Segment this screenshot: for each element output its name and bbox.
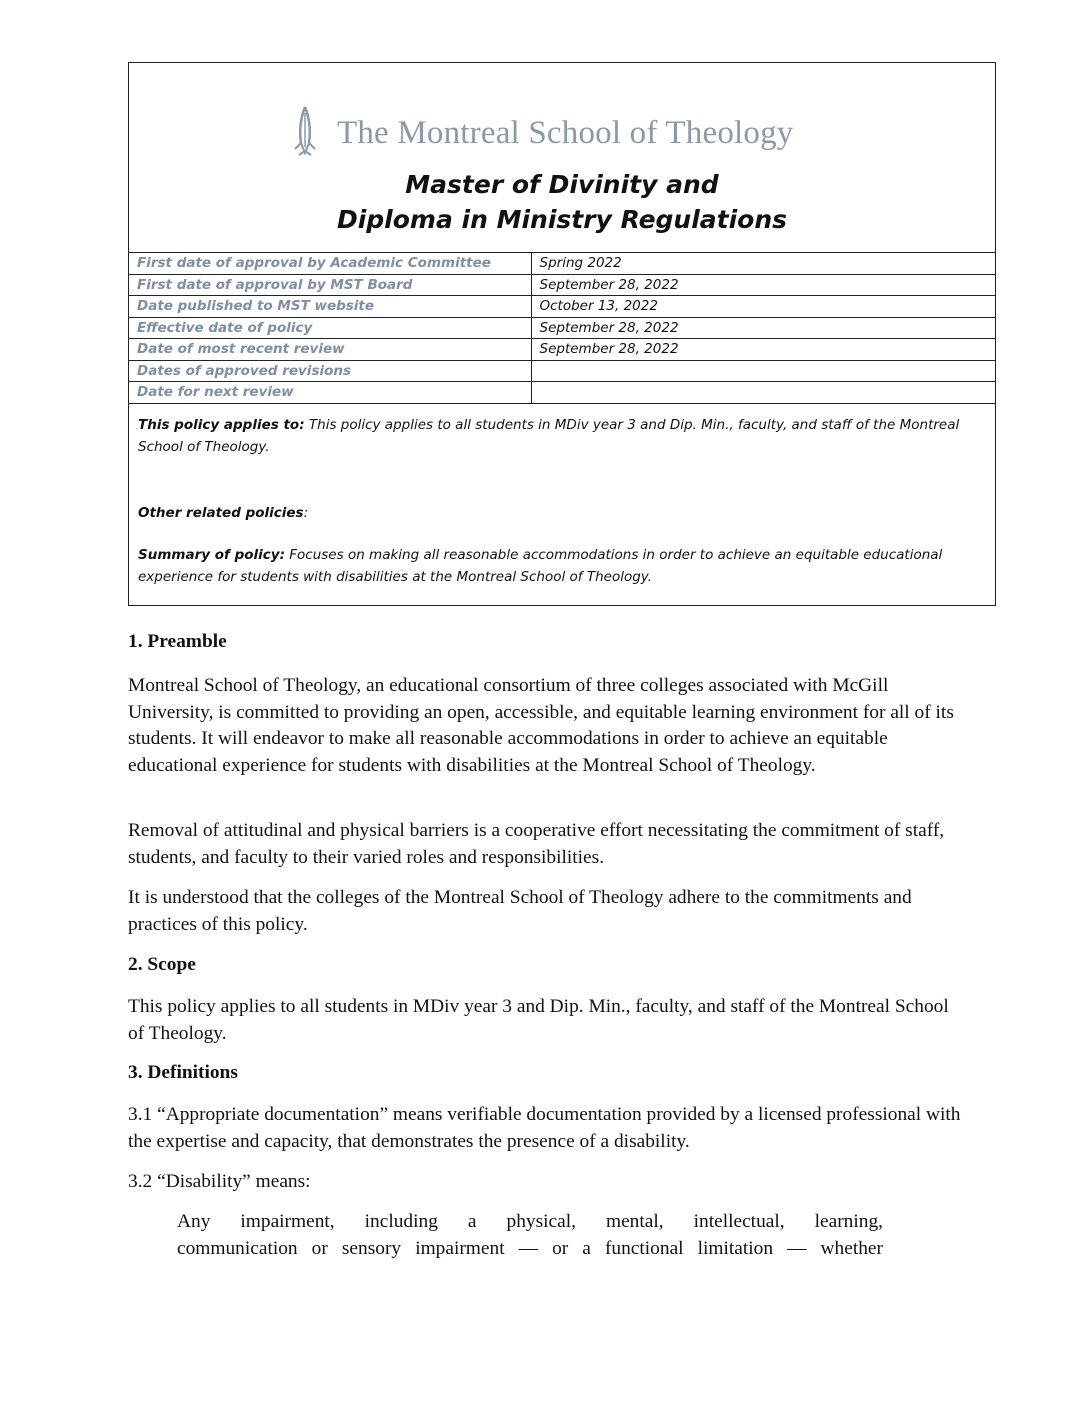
meta-label: First date of approval by MST Board [129,274,531,296]
section-heading-definitions: 3. Definitions [128,1062,238,1083]
meta-value [531,382,995,404]
table-row [129,360,995,382]
logo-text: The Montreal School of Theology [337,114,794,151]
section-heading-preamble: 1. Preamble [128,631,227,652]
policy-summary-block [138,414,983,588]
meta-value: September 28, 2022 [531,317,995,339]
meta-value: Spring 2022 [531,253,995,275]
applies-text: This policy applies to all students in MDiv year 3 and Dip. Min., faculty, and staff of the Montreal School of Theology. [138,417,960,455]
table-row [129,382,995,404]
preamble-paragraph-3 [128,885,968,938]
other-policies-suffix: : [303,505,309,521]
definition-3-2 [128,1169,968,1196]
title-line-1: Master of Divinity and [405,170,719,199]
paragraph-text: This policy applies to all students in MDiv year 3 and Dip. Min., faculty, and staff of the Montreal School of Theology. [128,996,949,1044]
policy-metadata-table [129,252,995,404]
table-row [129,296,995,318]
title-line-2: Diploma in Ministry Regulations [336,205,788,234]
table-row [129,317,995,339]
meta-label: Effective date of policy [129,317,531,339]
summary-paragraph [138,544,983,588]
document-title [129,167,995,237]
logo [287,103,794,163]
paragraph-text: Montreal School of Theology, an educational consortium of three colleges associated with McGill University, is committed to providing an open, accessible, and equitable learning environment for all of its students. It will endeavor to make all reasonable accommodations in order to achieve an equitable educational experience for students with disabilities at the Montreal School of Theology. [128,675,954,776]
other-policies-label: Other related policies [138,505,304,521]
table-row [129,339,995,361]
meta-label: Date published to MST website [129,296,531,318]
summary-label: Summary of policy: [138,547,285,563]
definition-3-2-line-1: Any impairment, including a physical, mental, intellectual, learning, [177,1211,883,1232]
paragraph-text: Removal of attitudinal and physical barriers is a cooperative effort necessitating the commitment of staff, students, and faculty to their varied roles and responsibilities. [128,820,945,868]
policy-header-box [128,62,996,606]
meta-value: September 28, 2022 [531,274,995,296]
meta-value [531,360,995,382]
preamble-paragraph-2 [128,818,968,871]
applies-label: This policy applies to: [138,417,305,433]
meta-label: Date for next review [129,382,531,404]
other-policies-paragraph [138,502,983,524]
paragraph-text: 3.1 “Appropriate documentation” means verifiable documentation provided by a licensed professional with the expertise and capacity, that demonstrates the presence of a disability. [128,1104,961,1152]
paragraph-text: It is understood that the colleges of the Montreal School of Theology adhere to the commitments and practices of this policy. [128,887,912,935]
paragraph-text: 3.2 “Disability” means: [128,1171,311,1192]
meta-label: First date of approval by Academic Committee [129,253,531,275]
preamble-paragraph-1 [128,673,968,779]
table-row [129,253,995,275]
definition-3-1 [128,1102,968,1155]
scope-paragraph [128,994,968,1047]
meta-label: Date of most recent review [129,339,531,361]
summary-text: Focuses on making all reasonable accommodations in order to achieve an equitable educational experience for students with disabilities at the Montreal School of Theology. [138,547,943,585]
table-row [129,274,995,296]
meta-value: September 28, 2022 [531,339,995,361]
applies-paragraph [138,414,983,458]
mst-emblem-icon [287,103,323,163]
definition-3-2-line-2: communication or sensory impairment — or a functional limitation — whether [177,1238,883,1259]
meta-value: October 13, 2022 [531,296,995,318]
meta-label: Dates of approved revisions [129,360,531,382]
section-heading-scope: 2. Scope [128,954,196,975]
